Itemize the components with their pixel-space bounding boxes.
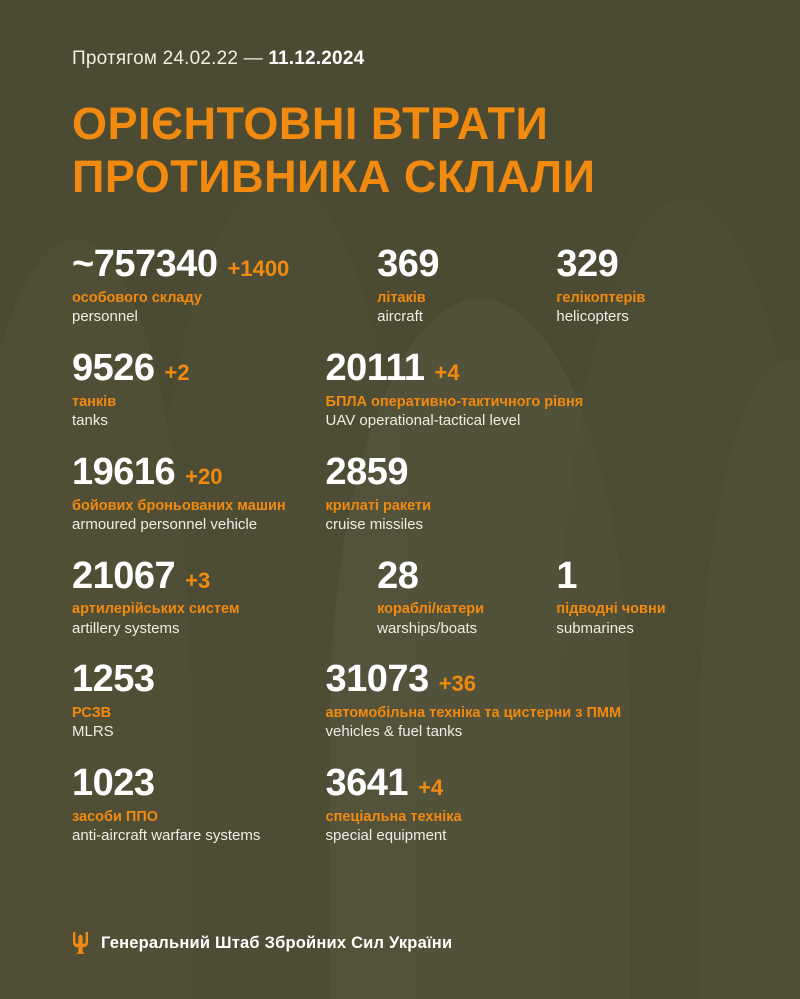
stat-label-en: MLRS <box>72 723 114 741</box>
page-title <box>72 98 728 203</box>
stats-row <box>72 349 728 431</box>
stat-label-en: cruise missiles <box>325 515 424 533</box>
stat-label-ua: автомобільна техніка та цистерни з ПММ <box>325 705 622 722</box>
stat-item-personnel <box>72 245 377 327</box>
stat-item-special-equipment <box>326 764 728 846</box>
stat-label-ua: крилаті ракети <box>325 497 432 514</box>
stat-delta: +1400 <box>227 256 290 282</box>
stat-value: 3641 <box>325 762 409 805</box>
stat-value: 19616 <box>72 450 176 493</box>
stat-label-ua: особового складу <box>72 290 202 307</box>
stat-label-ua: бойових броньованих машин <box>72 497 286 514</box>
stat-delta: +4 <box>434 360 460 386</box>
stat-delta: +3 <box>185 567 211 593</box>
stat-label-en: tanks <box>72 412 108 430</box>
stat-label-en: personnel <box>72 308 138 326</box>
stat-item-anti-aircraft <box>72 764 326 846</box>
page-title-line-1: ОРІЄНТОВНІ ВТРАТИ <box>72 98 549 149</box>
stat-item-uav <box>326 349 728 431</box>
stat-label-ua: спеціальна техніка <box>325 809 462 825</box>
stat-value: 9526 <box>72 347 155 390</box>
date-range-prefix: Протягом 24.02.22 — <box>72 48 263 69</box>
stat-label-en: submarines <box>556 619 634 637</box>
stat-label-en: armoured personnel vehicle <box>72 515 258 533</box>
stat-label-ua: літаків <box>377 290 426 307</box>
stat-value: 2859 <box>325 450 409 493</box>
stat-value: 21067 <box>72 554 176 597</box>
stat-delta: +20 <box>185 463 223 489</box>
trident-icon <box>72 931 89 955</box>
stats-row <box>72 450 728 535</box>
stat-item-submarines <box>556 554 728 639</box>
stat-delta: +2 <box>164 360 190 386</box>
stats-row <box>72 764 728 846</box>
stat-item-vehicles-fuel-tanks <box>326 660 728 742</box>
stat-value: 1253 <box>72 658 155 701</box>
stat-label-ua: кораблі/катери <box>377 601 485 618</box>
date-range-end: 11.12.2024 <box>268 48 365 69</box>
stats-row <box>72 245 728 327</box>
stats-row <box>72 554 728 639</box>
stat-label-ua: танків <box>72 393 117 410</box>
stat-value: ~757340 <box>72 243 218 286</box>
stat-item-aircraft <box>377 245 556 327</box>
stat-value: 1 <box>556 554 577 597</box>
stat-item-warships <box>377 554 556 639</box>
footer <box>72 931 452 955</box>
stat-value: 20111 <box>325 347 425 390</box>
stat-label-ua: артилерійських систем <box>72 601 240 618</box>
stat-label-en: aircraft <box>377 308 423 326</box>
stat-label-en: anti-aircraft warfare systems <box>72 827 261 845</box>
stat-item-tanks <box>72 349 326 431</box>
date-range <box>72 0 728 70</box>
stat-label-ua: РСЗВ <box>72 705 112 722</box>
footer-text: Генеральний Штаб Збройних Сил України <box>101 933 453 952</box>
stat-value: 1023 <box>72 762 155 805</box>
stat-item-helicopters <box>556 245 728 327</box>
stat-label-en: artillery systems <box>72 619 180 637</box>
stat-item-mlrs <box>72 660 326 742</box>
stat-delta: +4 <box>418 775 444 801</box>
stat-item-armoured-vehicles <box>72 450 326 535</box>
stat-item-cruise-missiles <box>325 450 728 535</box>
stat-label-en: special equipment <box>325 827 447 845</box>
stat-value: 329 <box>556 243 619 286</box>
stat-label-ua: підводні човни <box>556 601 666 618</box>
stat-value: 369 <box>377 243 440 286</box>
stat-delta: +36 <box>438 671 477 697</box>
stat-label-ua: БПЛА оперативно-тактичного рівня <box>325 393 584 410</box>
stat-label-en: helicopters <box>556 308 629 326</box>
stats-grid <box>72 245 728 846</box>
stat-label-en: UAV operational-tactical level <box>325 412 521 430</box>
stat-value: 28 <box>377 554 419 597</box>
stat-label-en: warships/boats <box>377 619 478 637</box>
stat-label-ua: гелікоптерів <box>556 290 646 307</box>
stats-row <box>72 660 728 742</box>
stat-item-artillery <box>72 554 377 639</box>
stat-value: 31073 <box>325 658 429 701</box>
stat-label-en: vehicles & fuel tanks <box>325 723 463 741</box>
page-title-line-2: ПРОТИВНИКА СКЛАЛИ <box>72 150 596 202</box>
stat-label-ua: засоби ППО <box>72 809 159 825</box>
